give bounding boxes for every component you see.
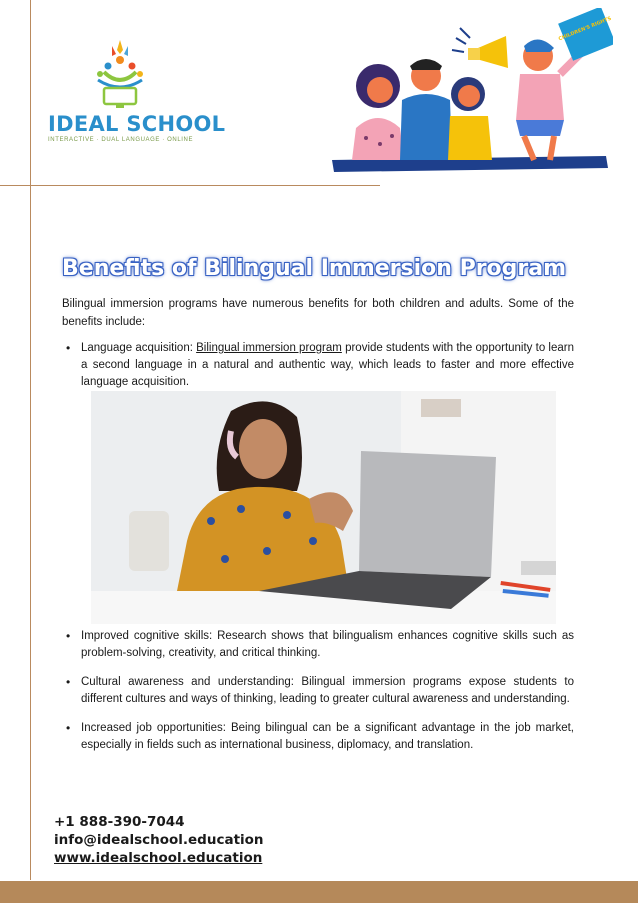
email-address[interactable]: info@idealschool.education [54, 832, 264, 848]
school-logo[interactable] [48, 38, 226, 143]
bullet-item: • Increased job opportunities: Being bilingual can be a significant advantage in the job market, especially in fields such as international business, diplomacy, and translation. [62, 720, 574, 754]
footer-bar [0, 881, 638, 903]
website-link[interactable]: www.idealschool.education [54, 850, 263, 866]
horizontal-divider [0, 185, 380, 186]
logo-emblem-icon [90, 38, 150, 110]
bullet-item: • Improved cognitive skills: Research shows that bilingualism enhances cognitive skills such as problem-solving, creativity, and critical thinking. [62, 628, 574, 662]
logo-tagline: INTERACTIVE · DUAL LANGUAGE · ONLINE [48, 137, 194, 143]
article-title: Benefits of Bilingual Immersion Program [62, 256, 567, 281]
bilingual-program-link[interactable]: Bilingual immersion program [196, 342, 342, 354]
bullet-text: provide students with the opportunity to learn a second language in a natural and authentic way, which leads to faster and more effective language acquisition. [81, 342, 574, 388]
bullet-prefix: Language acquisition: [81, 342, 197, 354]
bullet-item: • Cultural awareness and understanding: Bilingual immersion programs expose students to different cultures and ways of thinking, leading to greater cultural awareness and understanding. [62, 674, 574, 708]
logo-title: IDEAL SCHOOL [48, 112, 226, 136]
student-laptop-photo [91, 391, 556, 624]
bullet-item [62, 340, 574, 391]
phone-number[interactable]: +1 888-390-7044 [54, 814, 185, 830]
bullet-list-top [62, 340, 574, 391]
book-label: CHILDREN'S RIGHTS [557, 15, 613, 43]
contact-block [54, 813, 264, 867]
intro-paragraph: Bilingual immersion programs have numerous benefits for both children and adults. Some of the benefits include: [62, 298, 574, 328]
vertical-divider [30, 0, 31, 880]
bullet-list-bottom [62, 628, 574, 766]
children-rights-illustration [328, 8, 613, 183]
